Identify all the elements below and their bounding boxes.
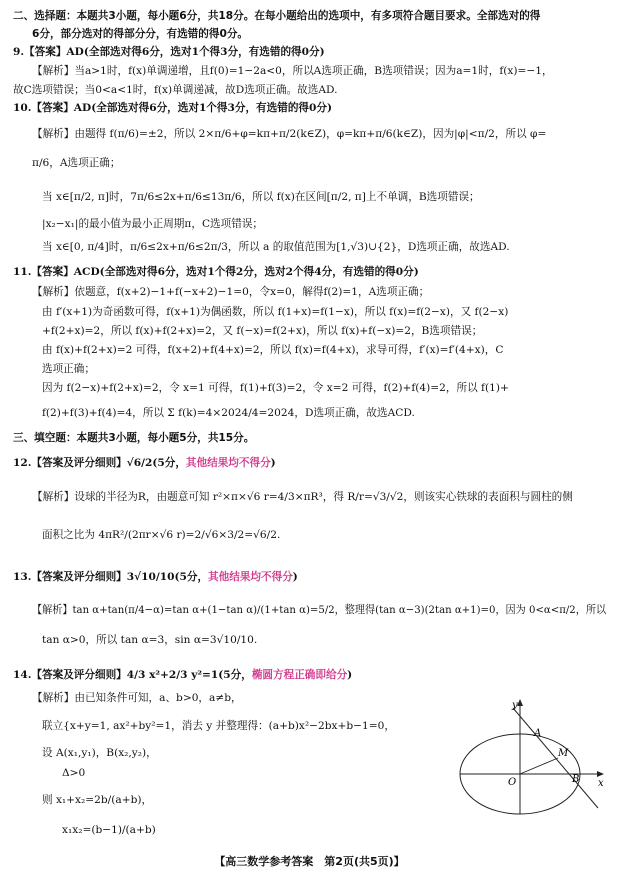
line-ab [513, 708, 598, 808]
text-line-q9c: 故C选项错误；当0<a<1时，f(x)单调递减，故D选项正确。故选AD. [13, 84, 338, 96]
text-line-q14a: 14.【答案及评分细则】4/3 x²+2/3 y²=1(5分，椭圆方程正确即给分) [13, 669, 353, 681]
label-m: M [558, 748, 569, 759]
text-line-q9a: 9.【答案】AD(全部选对得6分，选对1个得3分，有选错的得0分) [13, 46, 325, 58]
text-line-q14d: 设 A(x₁,y₁)，B(x₂,y₂)， [42, 747, 157, 759]
text-line-q11h: f(2)+f(3)+f(4)=4，所以 Σ f(k)=4×2024/4=2024，D选项正确，故选ACD. [42, 407, 415, 419]
text-line-q11f: 选项正确； [42, 363, 95, 375]
text-line-q11c: 由 f′(x+1)为奇函数可得，f(x+1)为偶函数，所以 f(1+x)=f(1−x)，所以 f(x)=f(2−x)，又 f(2−x) [42, 306, 509, 318]
ellipse-figure [458, 696, 608, 816]
label-y: y [512, 700, 518, 711]
text-line-q11e: 由 f(x)+f(2+x)=2 可得，f(x+2)+f(4+x)=2，所以 f(x)=f(4+x)，求导可得，f′(x)=f′(4+x)，C [42, 344, 504, 356]
text-line-q14e1: Δ>0 [62, 767, 86, 779]
y-axis-arrow-icon [517, 699, 523, 706]
scoring-note: 其他结果均不得分 [208, 571, 293, 583]
label-b: B [572, 774, 580, 785]
text-line-q14c: 联立{x+y=1, ax²+by²=1，消去 y 并整理得：(a+b)x²−2bx+b−1=0， [42, 720, 395, 732]
text-line-sec2b: 6分，部分选对的得部分分，有选错的得0分。 [32, 28, 249, 40]
text-line-q11d: +f(2+x)=2，所以 f(x)+f(2+x)=2，又 f(−x)=f(2+x)，所以 f(x)+f(−x)=2，B选项错误； [42, 325, 483, 337]
scoring-note: 椭圆方程正确即给分 [251, 669, 348, 681]
page-footer: 【高三数学参考答案 第2页(共5页)】 [214, 855, 405, 868]
text-line-q13b: 【解析】tan α+tan(π/4−α)=tan α+(1−tan α)/(1+tan α)=5/2，整理得(tan α−3)(2tan α+1)=0，因为 0<α<π/2，所以 [32, 604, 607, 616]
text-line-q11b: 【解析】依题意，f(x+2)−1+f(−x+2)−1=0，令x=0，解得f(2)=1，A选项正确； [32, 286, 430, 298]
text-line-q10d: 当 x∈[π/2, π]时，7π/6≤2x+π/6≤13π/6，所以 f(x)在区间[π/2, π]上不单调，B选项错误； [42, 191, 480, 203]
label-a: A [534, 728, 542, 739]
text-line-q12b: 【解析】设球的半径为R，由题意可知 r²×π×√6 r=4/3×πR³，得 R/r=√3/√2，则该实心铁球的表面积与圆柱的侧 [32, 491, 573, 503]
text-line-q12c: 面积之比为 4πR²/(2πr×√6 r)=2/√6×3/2=√6/2. [42, 529, 281, 541]
text-line-q13c: tan α>0，所以 tan α=3，sin α=3√10/10. [42, 634, 258, 646]
segment-om [520, 758, 558, 774]
scoring-note: 其他结果均不得分 [185, 457, 271, 469]
x-axis-arrow-icon [597, 771, 604, 777]
text-line-q9b: 【解析】当a>1时，f(x)单调递增，且f(0)=1−2a<0，所以A选项正确，B选项错误；因为a=1时，f(x)=−1， [32, 65, 553, 77]
text-line-sec2: 二、选择题：本题共3小题，每小题6分，共18分。在每小题给出的选项中，有多项符合题目要求。全部选对的得 [13, 10, 541, 22]
text-line-sec3: 三、填空题：本题共3小题，每小题5分，共15分。 [13, 432, 255, 444]
text-line-q14b: 【解析】由已知条件可知，a、b>0，a≠b， [32, 692, 242, 704]
text-line-q10a: 10.【答案】AD(全部选对得6分，选对1个得3分，有选错的得0分) [13, 102, 333, 114]
text-line-q10c: π/6，A选项正确； [32, 157, 121, 169]
text-line-q11g: 因为 f(2−x)+f(2+x)=2，令 x=1 可得，f(1)+f(3)=2，令 x=2 可得，f(2)+f(4)=2，所以 f(1)+ [42, 382, 509, 394]
text-line-q14e3: x₁x₂=(b−1)/(a+b) [62, 824, 156, 836]
text-line-q11a: 11.【答案】ACD(全部选对得6分，选对1个得2分，选对2个得4分，有选错的得0分) [13, 266, 419, 278]
text-line-q10e: |x₂−x₁|的最小值为最小正周期π，C选项错误； [42, 218, 264, 230]
text-line-q12a: 12.【答案及评分细则】√6/2(5分，其他结果均不得分) [13, 457, 276, 469]
text-line-q10f: 当 x∈[0, π/4]时，π/6≤2x+π/6≤2π/3，所以 a 的取值范围为[1,√3)∪{2}，D选项正确，故选AD. [42, 241, 510, 253]
label-x: x [598, 778, 604, 789]
label-o: O [508, 777, 517, 788]
text-line-q13a: 13.【答案及评分细则】3√10/10(5分，其他结果均不得分) [13, 571, 298, 583]
text-line-q10b: 【解析】由题得 f(π/6)=±2，所以 2×π/6+φ=kπ+π/2(k∈Z)，φ=kπ+π/6(k∈Z)，因为|φ|<π/2，所以 φ= [32, 128, 547, 140]
text-line-q14e2: 则 x₁+x₂=2b/(a+b)， [42, 794, 153, 806]
